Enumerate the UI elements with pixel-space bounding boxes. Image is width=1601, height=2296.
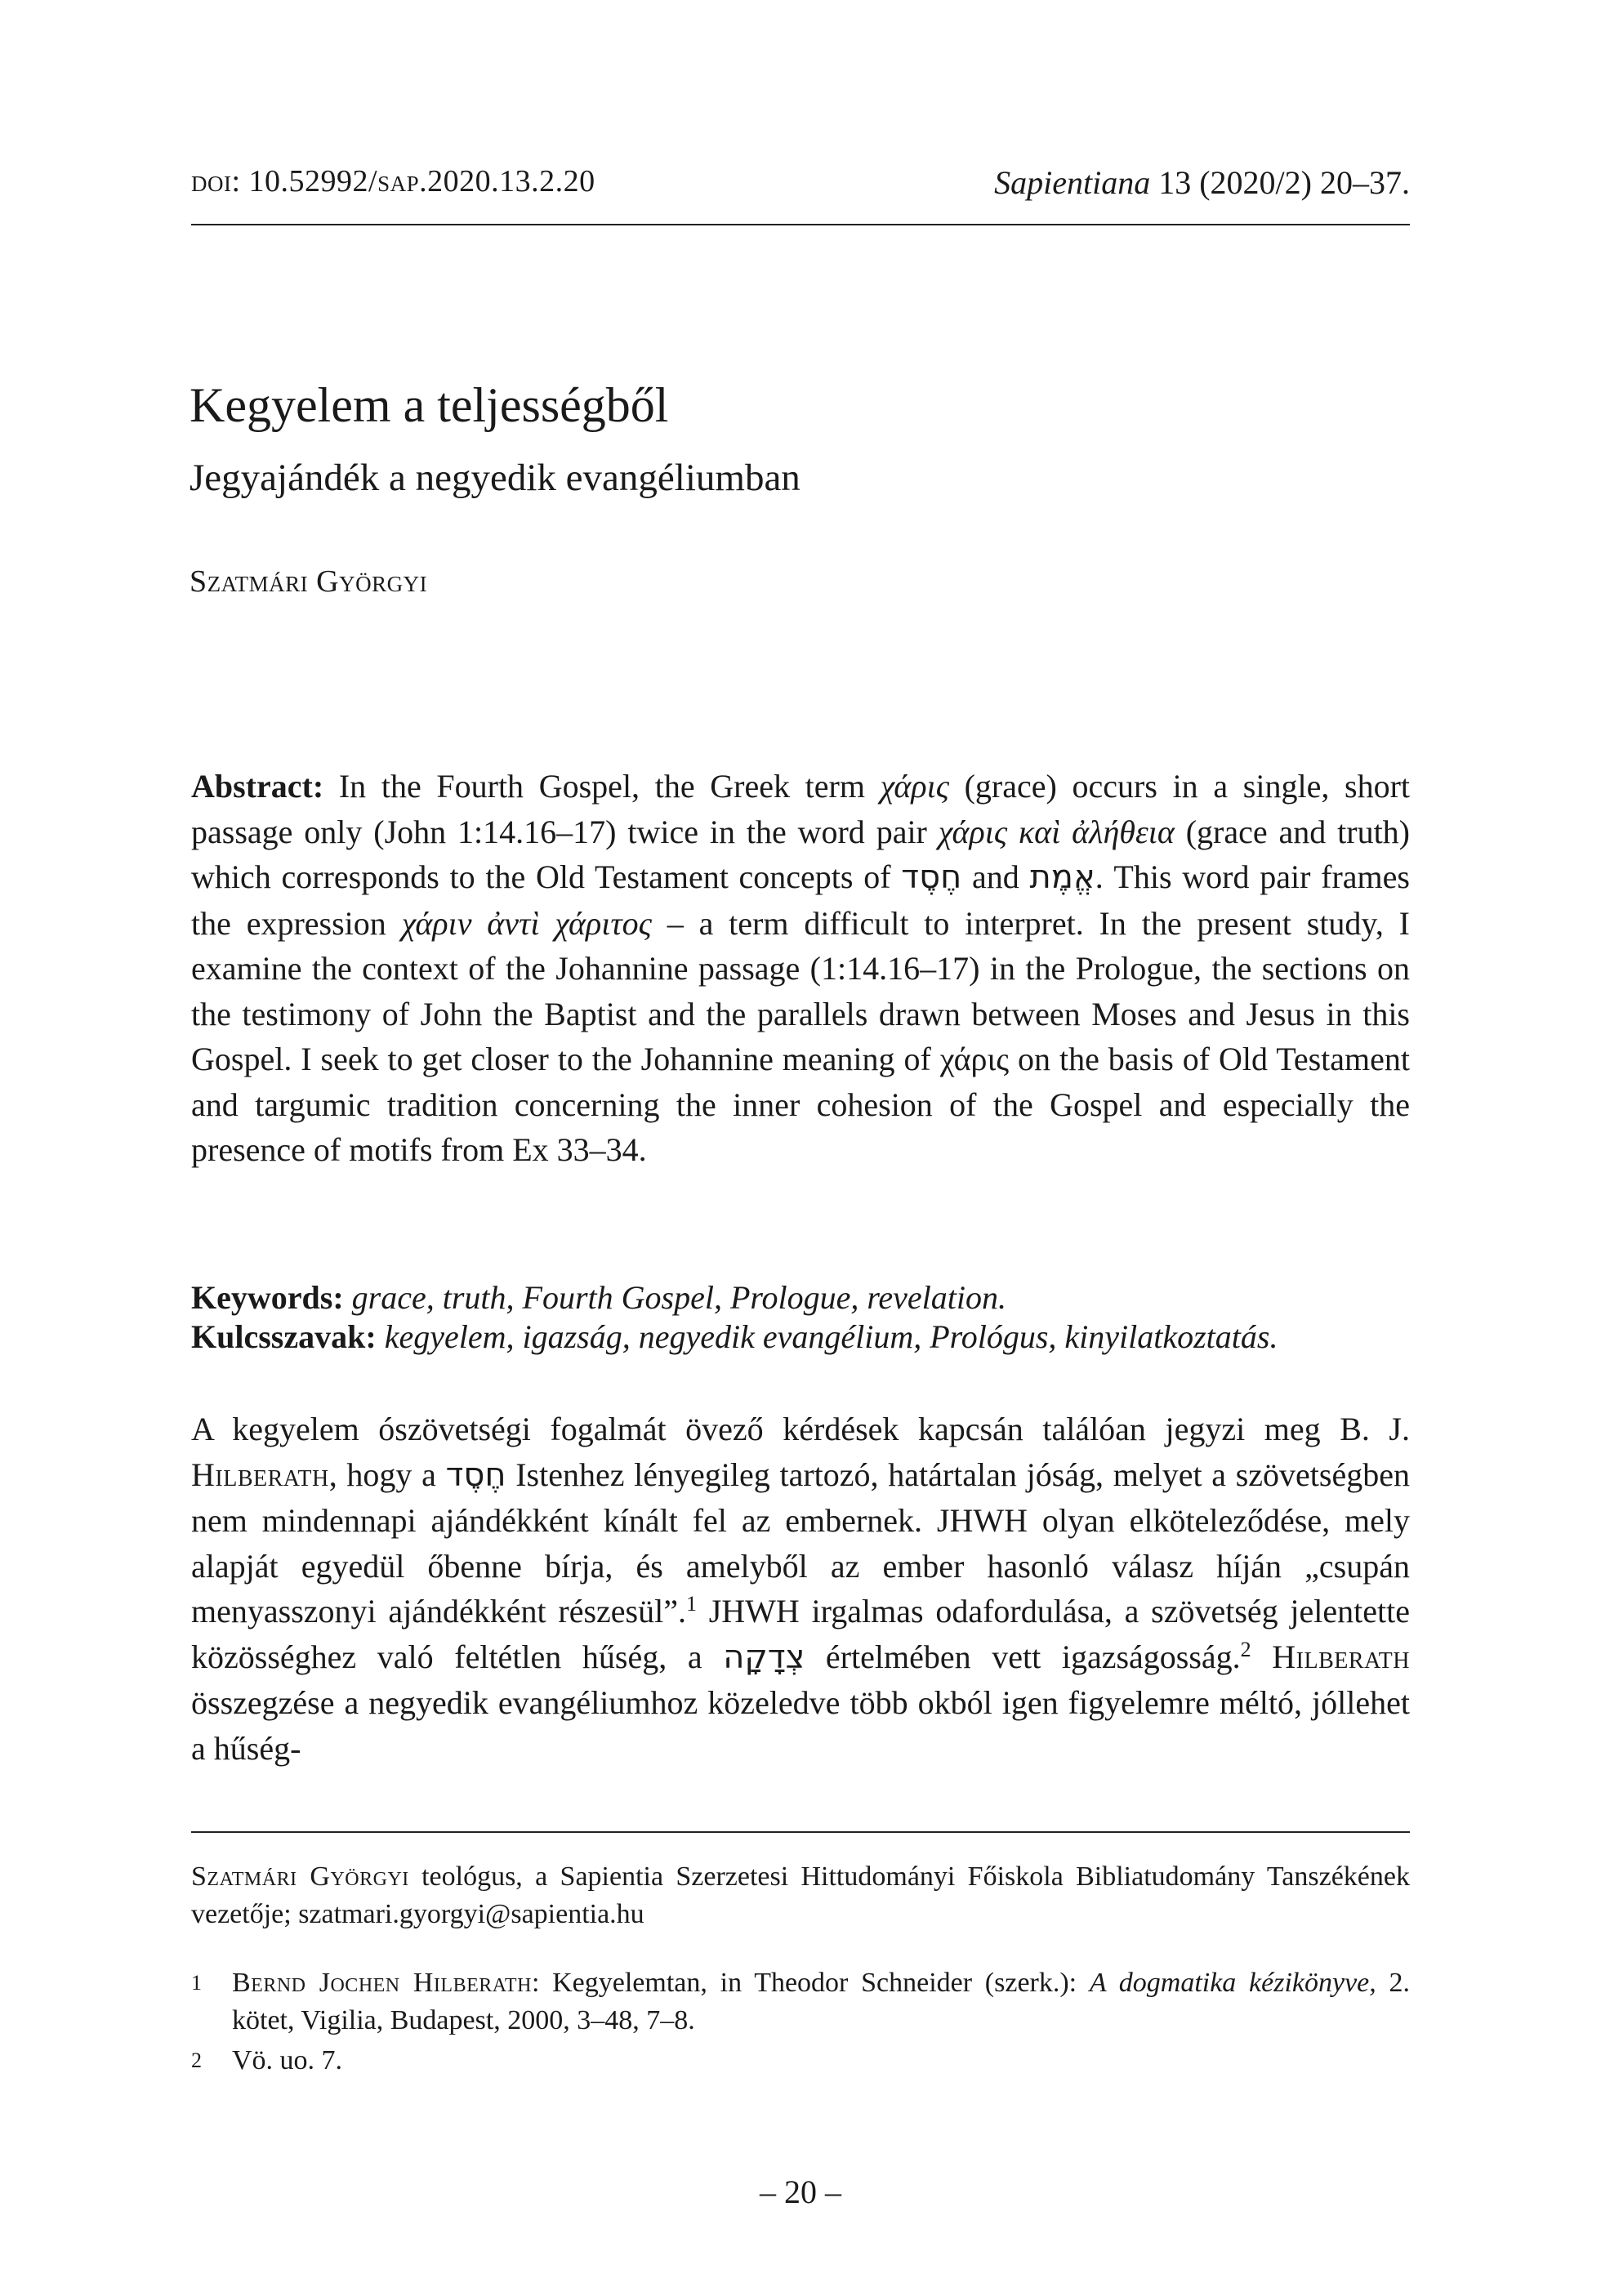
- article-title: Kegyelem a teljességből: [190, 378, 669, 432]
- body-text: értelmében vett igazságosság.: [805, 1638, 1241, 1675]
- hebrew-term: צְדָקָה: [723, 1638, 805, 1676]
- body-text: [1251, 1638, 1273, 1675]
- abstract-label: Abstract:: [191, 768, 324, 805]
- author-reference: Hilberath: [191, 1456, 329, 1493]
- footnote: [191, 1964, 1410, 2040]
- greek-term: χάρις: [880, 768, 949, 805]
- body-text: JHWH irgalmas odafordulása, a szövetség jelentette közösséghez való feltétlen hűség, a: [191, 1593, 1410, 1675]
- footnote-text: Vö. uo. 7.: [232, 2045, 343, 2075]
- footnote-text-part: 2. kötet, Vigilia, Budapest, 2000, 3–48, 7–8.: [232, 1968, 1411, 2035]
- greek-term: χάρις καὶ ἀλήθεια: [938, 813, 1175, 850]
- hebrew-term: חֶסֶד: [901, 858, 962, 896]
- footnote-rule: [191, 1831, 1410, 1833]
- article-subtitle: Jegyajándék a negyedik evangéliumban: [190, 457, 800, 499]
- footnote: [191, 2042, 1410, 2080]
- journal-issue: 13 (2020/2) 20–37.: [1150, 164, 1410, 201]
- kulcsszavak-label: Kulcsszavak:: [191, 1318, 377, 1355]
- greek-term: χάριν ἀντὶ χάριτος: [401, 904, 652, 942]
- kulcsszavak-text: kegyelem, igazság, negyedik evangélium, Prológus, kinyilatkoztatás.: [376, 1318, 1278, 1355]
- footnote-number: 1: [191, 1971, 202, 1995]
- kulcsszavak-line: [191, 1317, 1410, 1357]
- keywords-line: [191, 1278, 1410, 1317]
- doi-label: doi: 10.52992/sap.2020.13.2.20: [191, 164, 595, 198]
- abstract-text: (grace and truth) which corresponds to the Old Testament concepts of: [191, 813, 1410, 895]
- body-text: , hogy a: [328, 1456, 446, 1493]
- header-rule: [191, 224, 1410, 225]
- footnote-text-part: : Kegyelemtan, in Theodor Schneider (szerk.):: [531, 1968, 1090, 1998]
- keywords-block: [191, 1278, 1410, 1357]
- footnote-text: [232, 1964, 1410, 2040]
- abstract: [191, 764, 1410, 1173]
- author-name: Szatmári Györgyi: [190, 564, 428, 599]
- author-note-name: Szatmári Györgyi: [191, 1861, 409, 1892]
- footnote-ref: 1: [685, 1592, 697, 1616]
- abstract-text: (grace) occurs in a single, short passage only (John 1:14.16–17) twice in the word pair: [191, 768, 1411, 850]
- footnote-author: Bernd Jochen Hilberath: [232, 1968, 532, 1998]
- keywords-label: Keywords:: [191, 1279, 344, 1316]
- body-text: A kegyelem ószövetségi fogalmát övező kérdések kapcsán találóan jegyzi meg B. J.: [191, 1411, 1410, 1447]
- footnote-ref: 2: [1240, 1637, 1251, 1661]
- footnote-number: 2: [191, 2049, 202, 2072]
- journal-reference: [994, 163, 1410, 202]
- author-note: [191, 1858, 1410, 1933]
- hebrew-term: אֱמֶת: [1029, 858, 1095, 896]
- author-reference: Hilberath: [1272, 1638, 1411, 1675]
- author-note-text: teológus, a Sapientia Szerzetesi Hittudományi Főiskola Bibliatudomány Tanszékének vezetője; szatmari.gyorgyi@sapientia.hu: [191, 1861, 1410, 1929]
- abstract-text: and: [961, 858, 1030, 895]
- hebrew-term: חֶסֶד: [445, 1456, 506, 1494]
- footnote-title: A dogmatika kézikönyve,: [1089, 1968, 1376, 1998]
- keywords-text: grace, truth, Fourth Gospel, Prologue, revelation.: [343, 1279, 1007, 1316]
- body-paragraph: [191, 1407, 1410, 1771]
- body-text: összegzése a negyedik evangéliumhoz közeledve több okból igen figyelemre méltó, jóllehet a hűség-: [191, 1684, 1410, 1767]
- body-text: Istenhez lényegileg tartozó, határtalan jóság, melyet a szövetségben nem mindennapi ajándékként kínált fel az embernek. JHWH olyan elköteleződése, mely alapját egyedül őbenne bírja, és amelyből az ember hasonló válasz híján „csupán menyasszonyi ajándékként részesül”.: [191, 1456, 1410, 1629]
- abstract-text: In the Fourth Gospel, the Greek term: [323, 768, 881, 805]
- journal-name: Sapientiana: [994, 164, 1151, 201]
- abstract-text: . This word pair frames the expression: [191, 858, 1410, 942]
- running-header: [191, 163, 1410, 216]
- abstract-text: – a term difficult to interpret. In the present study, I examine the context of the Johannine passage (1:14.16–17) in the Prologue, the sections on the testimony of John the Baptist and the parallels drawn between Moses and Jesus in this Gospel. I seek to get closer to the Johannine meaning of χάρις on the basis of Old Testament and targumic tradition concerning the inner cohesion of the Gospel and especially the presence of motifs from Ex 33–34.: [191, 904, 1410, 1168]
- page-number: – 20 –: [760, 2173, 841, 2210]
